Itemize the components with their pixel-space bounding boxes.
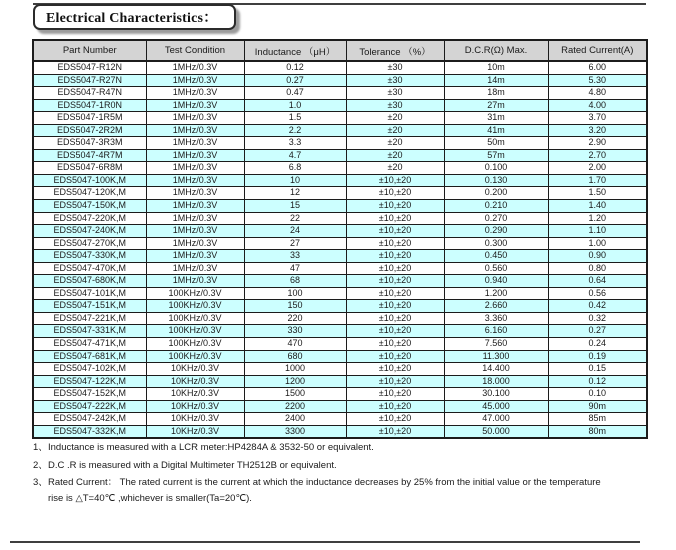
table-cell: EDS5047-R47N	[33, 87, 146, 100]
note-number: 1、	[33, 442, 48, 453]
note-text-line-1: Rated Current： The rated current is the current at which the inductance decreases by 25% from the initial value or the temperature	[48, 477, 601, 488]
table-cell: 10KHz/0.3V	[146, 388, 244, 401]
note-text	[48, 477, 665, 504]
table-cell: 10KHz/0.3V	[146, 425, 244, 438]
table-cell: EDS5047-242K,M	[33, 413, 146, 426]
table-cell: 0.10	[548, 388, 647, 401]
table-cell: 2.90	[548, 137, 647, 150]
table-row	[33, 400, 647, 413]
table-cell: 0.64	[548, 275, 647, 288]
table-cell: 1MHz/0.3V	[146, 275, 244, 288]
electrical-characteristics-table	[32, 39, 648, 439]
table-cell: ±10,±20	[346, 312, 444, 325]
table-row	[33, 388, 647, 401]
table-cell: 0.56	[548, 287, 647, 300]
table-row	[33, 363, 647, 376]
table-row	[33, 375, 647, 388]
table-cell: ±20	[346, 162, 444, 175]
table-row	[33, 275, 647, 288]
note-number: 3、	[33, 477, 48, 488]
table-cell: 31m	[444, 112, 548, 125]
table-cell: 1MHz/0.3V	[146, 212, 244, 225]
table-row	[33, 325, 647, 338]
table-cell: EDS5047-270K,M	[33, 237, 146, 250]
table-body	[33, 61, 647, 438]
table-cell: 80m	[548, 425, 647, 438]
table-cell: ±10,±20	[346, 413, 444, 426]
table-cell: ±20	[346, 124, 444, 137]
table-cell: EDS5047-1R0N	[33, 99, 146, 112]
table-cell: EDS5047-120K,M	[33, 187, 146, 200]
table-cell: 0.290	[444, 225, 548, 238]
table-cell: EDS5047-101K,M	[33, 287, 146, 300]
table-cell: 680	[244, 350, 346, 363]
table-cell: 100	[244, 287, 346, 300]
table-cell: 18.000	[444, 375, 548, 388]
table-cell: 2.00	[548, 162, 647, 175]
column-header: Part Number	[33, 40, 146, 61]
table-cell: ±10,±20	[346, 363, 444, 376]
table-row	[33, 237, 647, 250]
table-cell: 10KHz/0.3V	[146, 375, 244, 388]
table-cell: EDS5047-471K,M	[33, 338, 146, 351]
note-2	[33, 460, 665, 471]
table-cell: 0.940	[444, 275, 548, 288]
section-title-box	[33, 4, 236, 30]
table-cell: 10m	[444, 61, 548, 74]
table-cell: 47	[244, 262, 346, 275]
table-cell: 1MHz/0.3V	[146, 262, 244, 275]
table-cell: 30.100	[444, 388, 548, 401]
table-cell: EDS5047-4R7M	[33, 149, 146, 162]
table-cell: 1MHz/0.3V	[146, 174, 244, 187]
table-cell: EDS5047-151K,M	[33, 300, 146, 313]
table-cell: 1500	[244, 388, 346, 401]
table-cell: 1.200	[444, 287, 548, 300]
table-cell: 1MHz/0.3V	[146, 112, 244, 125]
table-cell: 0.42	[548, 300, 647, 313]
table-cell: 45.000	[444, 400, 548, 413]
column-header: Inductance （μH）	[244, 40, 346, 61]
table-cell: EDS5047-3R3M	[33, 137, 146, 150]
table-row	[33, 149, 647, 162]
table-cell: 7.560	[444, 338, 548, 351]
table-cell: 3.3	[244, 137, 346, 150]
table-cell: 1.00	[548, 237, 647, 250]
table-cell: 1MHz/0.3V	[146, 162, 244, 175]
table-row	[33, 99, 647, 112]
table-cell: 5.30	[548, 74, 647, 87]
table-cell: 41m	[444, 124, 548, 137]
table-cell: 12	[244, 187, 346, 200]
table-cell: 50m	[444, 137, 548, 150]
table-cell: EDS5047-6R8M	[33, 162, 146, 175]
table-cell: EDS5047-470K,M	[33, 262, 146, 275]
table-cell: 3.20	[548, 124, 647, 137]
table-cell: 22	[244, 212, 346, 225]
table-cell: 0.130	[444, 174, 548, 187]
table-cell: 68	[244, 275, 346, 288]
table-cell: 0.27	[548, 325, 647, 338]
table-cell: 1.50	[548, 187, 647, 200]
note-1	[33, 442, 665, 453]
table-cell: ±20	[346, 149, 444, 162]
table-cell: 1MHz/0.3V	[146, 87, 244, 100]
table-cell: 0.15	[548, 363, 647, 376]
table-cell: EDS5047-332K,M	[33, 425, 146, 438]
table-cell: EDS5047-150K,M	[33, 200, 146, 213]
table-cell: 1MHz/0.3V	[146, 225, 244, 238]
table-cell: 2.70	[548, 149, 647, 162]
note-number: 2、	[33, 459, 48, 471]
table-header-row	[33, 40, 647, 61]
table-cell: 24	[244, 225, 346, 238]
table-cell: 100KHz/0.3V	[146, 312, 244, 325]
table-cell: 0.560	[444, 262, 548, 275]
header-row	[33, 40, 647, 61]
table-cell: 0.19	[548, 350, 647, 363]
table-cell: 18m	[444, 87, 548, 100]
table-row	[33, 225, 647, 238]
table-cell: 47.000	[444, 413, 548, 426]
table-cell: 2.2	[244, 124, 346, 137]
table-row	[33, 300, 647, 313]
table-cell: ±30	[346, 61, 444, 74]
table-cell: ±20	[346, 137, 444, 150]
table-cell: ±10,±20	[346, 187, 444, 200]
column-header: Test Condition	[146, 40, 244, 61]
table-cell: 0.210	[444, 200, 548, 213]
column-header: Tolerance （%）	[346, 40, 444, 61]
table-cell: EDS5047-240K,M	[33, 225, 146, 238]
table-cell: ±10,±20	[346, 300, 444, 313]
table-cell: ±10,±20	[346, 212, 444, 225]
table-cell: 1.40	[548, 200, 647, 213]
table-row	[33, 162, 647, 175]
table-cell: 3.70	[548, 112, 647, 125]
table-cell: 220	[244, 312, 346, 325]
table-cell: ±10,±20	[346, 237, 444, 250]
table-cell: 3.360	[444, 312, 548, 325]
table-row	[33, 262, 647, 275]
table-row	[33, 425, 647, 438]
table-row	[33, 112, 647, 125]
table-cell: 1MHz/0.3V	[146, 237, 244, 250]
table-cell: 2200	[244, 400, 346, 413]
table-cell: 10KHz/0.3V	[146, 400, 244, 413]
table-row	[33, 312, 647, 325]
table-cell: 27	[244, 237, 346, 250]
table-row	[33, 174, 647, 187]
table-cell: 0.47	[244, 87, 346, 100]
table-cell: 11.300	[444, 350, 548, 363]
table-cell: 2.660	[444, 300, 548, 313]
table-cell: 14.400	[444, 363, 548, 376]
table-cell: 14m	[444, 74, 548, 87]
table-cell: ±10,±20	[346, 325, 444, 338]
table-cell: ±20	[346, 112, 444, 125]
table-cell: EDS5047-680K,M	[33, 275, 146, 288]
table-cell: EDS5047-330K,M	[33, 250, 146, 263]
table-cell: 33	[244, 250, 346, 263]
table-cell: 0.100	[444, 162, 548, 175]
table-row	[33, 338, 647, 351]
table-cell: 4.80	[548, 87, 647, 100]
table-cell: EDS5047-681K,M	[33, 350, 146, 363]
table-cell: 1.70	[548, 174, 647, 187]
table-cell: ±10,±20	[346, 250, 444, 263]
table-cell: ±10,±20	[346, 375, 444, 388]
table-row	[33, 87, 647, 100]
table-cell: EDS5047-222K,M	[33, 400, 146, 413]
table-row	[33, 61, 647, 74]
table-row	[33, 74, 647, 87]
table-cell: ±10,±20	[346, 174, 444, 187]
table-cell: EDS5047-2R2M	[33, 124, 146, 137]
table-cell: 0.200	[444, 187, 548, 200]
note-3	[33, 477, 665, 504]
table-cell: ±10,±20	[346, 200, 444, 213]
table-cell: EDS5047-152K,M	[33, 388, 146, 401]
table-cell: 1200	[244, 375, 346, 388]
table-cell: ±10,±20	[346, 287, 444, 300]
table-row	[33, 350, 647, 363]
table-cell: ±10,±20	[346, 400, 444, 413]
table-cell: EDS5047-R12N	[33, 61, 146, 74]
table-cell: 1.10	[548, 225, 647, 238]
table-cell: 1MHz/0.3V	[146, 99, 244, 112]
table-cell: 1MHz/0.3V	[146, 61, 244, 74]
table-cell: 6.8	[244, 162, 346, 175]
table-cell: ±10,±20	[346, 350, 444, 363]
table-cell: EDS5047-100K,M	[33, 174, 146, 187]
table-cell: 470	[244, 338, 346, 351]
table-cell: EDS5047-122K,M	[33, 375, 146, 388]
table-cell: 1MHz/0.3V	[146, 149, 244, 162]
table-cell: 3300	[244, 425, 346, 438]
table-cell: EDS5047-1R5M	[33, 112, 146, 125]
page-bottom-rule	[10, 541, 640, 543]
table-cell: ±30	[346, 99, 444, 112]
table-row	[33, 287, 647, 300]
table-cell: 15	[244, 200, 346, 213]
table-cell: EDS5047-331K,M	[33, 325, 146, 338]
section-title: Electrical Characteristics：	[46, 11, 218, 26]
table-cell: 57m	[444, 149, 548, 162]
table-cell: 90m	[548, 400, 647, 413]
table-cell: 1MHz/0.3V	[146, 187, 244, 200]
table-row	[33, 212, 647, 225]
table-cell: 150	[244, 300, 346, 313]
table-cell: 0.450	[444, 250, 548, 263]
table-cell: EDS5047-220K,M	[33, 212, 146, 225]
table-cell: 100KHz/0.3V	[146, 287, 244, 300]
table-cell: 1.0	[244, 99, 346, 112]
table-cell: 4.7	[244, 149, 346, 162]
table-cell: 4.00	[548, 99, 647, 112]
table-cell: ±10,±20	[346, 338, 444, 351]
table-cell: 0.27	[244, 74, 346, 87]
table-cell: 1.5	[244, 112, 346, 125]
column-header: D.C.R(Ω) Max.	[444, 40, 548, 61]
table-cell: 1MHz/0.3V	[146, 137, 244, 150]
table-cell: ±10,±20	[346, 425, 444, 438]
table-cell: EDS5047-221K,M	[33, 312, 146, 325]
table-cell: 1MHz/0.3V	[146, 200, 244, 213]
table-cell: ±30	[346, 87, 444, 100]
table-cell: ±10,±20	[346, 388, 444, 401]
table-cell: 100KHz/0.3V	[146, 350, 244, 363]
table-row	[33, 187, 647, 200]
table-cell: 2400	[244, 413, 346, 426]
table-cell: 330	[244, 325, 346, 338]
table-cell: 85m	[548, 413, 647, 426]
table-cell: ±30	[346, 74, 444, 87]
table-cell: 6.00	[548, 61, 647, 74]
table-cell: 0.12	[244, 61, 346, 74]
table-cell: 0.300	[444, 237, 548, 250]
table-cell: 10KHz/0.3V	[146, 413, 244, 426]
table-cell: EDS5047-R27N	[33, 74, 146, 87]
table-cell: 1.20	[548, 212, 647, 225]
table-cell: 1000	[244, 363, 346, 376]
table-cell: 1MHz/0.3V	[146, 74, 244, 87]
table-cell: 0.24	[548, 338, 647, 351]
table-row	[33, 200, 647, 213]
table-cell: 1MHz/0.3V	[146, 124, 244, 137]
table-cell: 0.32	[548, 312, 647, 325]
table-cell: 0.90	[548, 250, 647, 263]
table-cell: 10KHz/0.3V	[146, 363, 244, 376]
table-cell: 0.12	[548, 375, 647, 388]
table-cell: EDS5047-102K,M	[33, 363, 146, 376]
column-header: Rated Current(A)	[548, 40, 647, 61]
table-row	[33, 413, 647, 426]
table-cell: 50.000	[444, 425, 548, 438]
table-cell: 10	[244, 174, 346, 187]
table-row	[33, 137, 647, 150]
table-cell: 100KHz/0.3V	[146, 300, 244, 313]
table-cell: ±10,±20	[346, 275, 444, 288]
table-cell: 27m	[444, 99, 548, 112]
table-row	[33, 250, 647, 263]
table-cell: ±10,±20	[346, 225, 444, 238]
table-cell: 1MHz/0.3V	[146, 250, 244, 263]
table-cell: 100KHz/0.3V	[146, 338, 244, 351]
note-text: D.C .R is measured with a Digital Multimeter TH2512B or equivalent.	[48, 459, 337, 471]
table-cell: 100KHz/0.3V	[146, 325, 244, 338]
table-cell: 0.270	[444, 212, 548, 225]
footnotes	[33, 442, 665, 511]
table-cell: 6.160	[444, 325, 548, 338]
table-row	[33, 124, 647, 137]
table-cell: ±10,±20	[346, 262, 444, 275]
note-text: Inductance is measured with a LCR meter:HP4284A & 3532-50 or equivalent.	[48, 442, 374, 453]
note-text-line-2: rise is △T=40℃ ,whichever is smaller(Ta=20℃).	[48, 493, 252, 504]
table-cell: 0.80	[548, 262, 647, 275]
